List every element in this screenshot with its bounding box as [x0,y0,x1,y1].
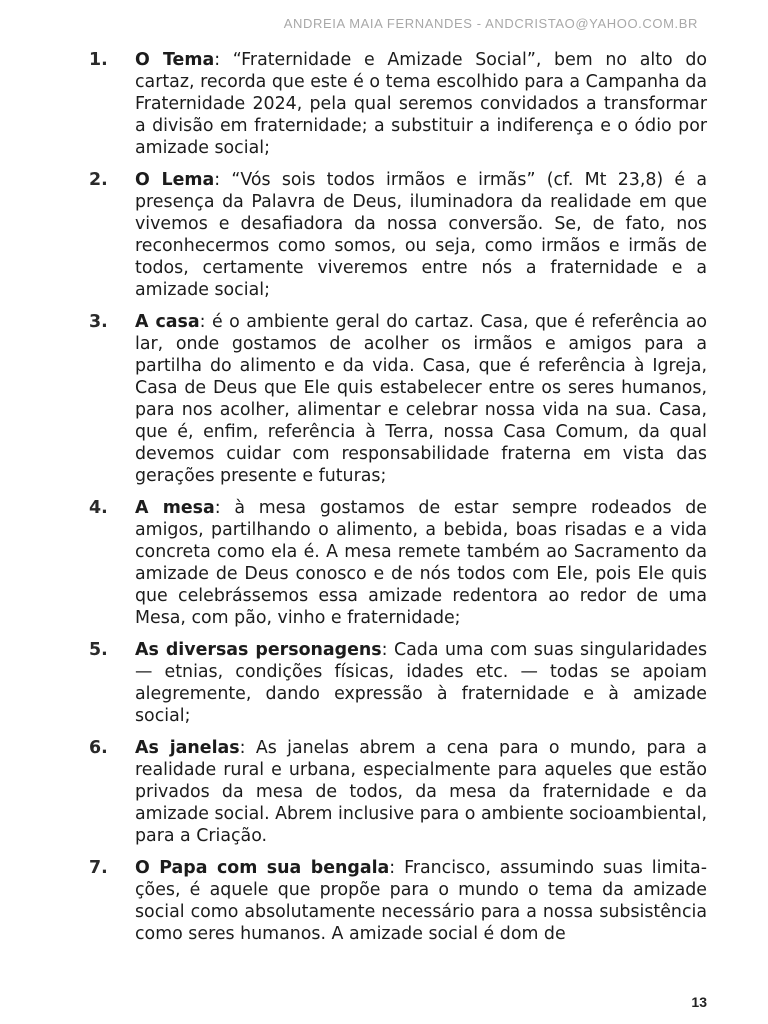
item-term: O Papa com sua bengala [135,858,390,878]
list-item [0,639,768,727]
item-term: A casa [135,312,200,332]
list-item [0,497,768,629]
list-item [0,49,768,159]
item-term: As diversas personagens [135,640,382,660]
item-text: : à mesa gostamos de estar sempre rodeados de amigos, partilhando o alimento, a bebida, boas risadas e a vida concreta como ela é. A mesa remete também ao Sacramento da amizade de Deus conosco e de nós todos com Ele, pois Ele quis que celebrássemos essa amizade redentora ao redor de uma Mesa, com pão, vinho e fraternidade; [135,498,707,628]
numbered-list [0,49,768,955]
item-text: : Francisco, assumindo suas limitações, é aquele que propõe para o mundo o tema da amizade social como absolutamente necessário para a nossa subsistência como seres humanos. A amizade social é dom de [135,858,707,944]
item-number: 1. [89,50,108,70]
item-text: : As janelas abrem a cena para o mundo, para a realidade rural e urbana, especialmente para aqueles que estão privados da mesa de todos, da mesa da fraternidade e da amizade social. Abrem inclusive para o ambiente socioambiental, para a Criação. [135,738,707,846]
item-number: 3. [89,312,108,332]
item-text: : “Vós sois todos irmãos e irmãs” (cf. Mt 23,8) é a presença da Palavra de Deus, iluminadora da realidade em que vivemos e desafiadora da nossa conversão. Se, de fato, nos reconhecermos como somos, ou seja, como irmãos e irmãs de todos, certamente viveremos entre nós a fraternidade e a amizade social; [135,170,707,300]
list-item [0,311,768,487]
page-header: ANDREIA MAIA FERNANDES - ANDCRISTAO@YAHOO.COM.BR [283,16,698,31]
page-number: 13 [691,994,707,1010]
item-term: O Lema [135,170,215,190]
item-number: 4. [89,498,108,518]
item-number: 6. [89,738,108,758]
item-number: 2. [89,170,108,190]
item-text: : “Fraternidade e Amizade Social”, bem no alto do cartaz, recorda que este é o tema escolhido para a Campanha da Fraternidade 2024, pela qual seremos convidados a transformar a divisão em fraternidade; a substituir a indiferença e o ódio por amizade social; [135,50,707,158]
item-number: 5. [89,640,108,660]
item-term: O Tema [135,50,215,70]
list-item [0,169,768,301]
list-item [0,737,768,847]
item-text: : Cada uma com suas singularidades — etnias, condições físicas, idades etc. — todas se apoiam alegremente, dando expressão à fraternidade e à amizade social; [135,640,708,726]
item-term: As janelas [135,738,240,758]
item-number: 7. [89,858,108,878]
item-text: : é o ambiente geral do cartaz. Casa, que é referência ao lar, onde gostamos de acolher os irmãos e amigos para a partilha do alimento e da vida. Casa, que é referência à Igreja, Casa de Deus que Ele quis estabelecer entre os seres humanos, para nos acolher, alimentar e celebrar nossa vida na sua. Casa, que é, enfim, referência à Terra, nossa Casa Comum, da qual devemos cuidar com responsabilidade fraterna em vista das gerações presente e futuras; [135,312,707,486]
item-term: A mesa [135,498,215,518]
list-item [0,857,768,945]
